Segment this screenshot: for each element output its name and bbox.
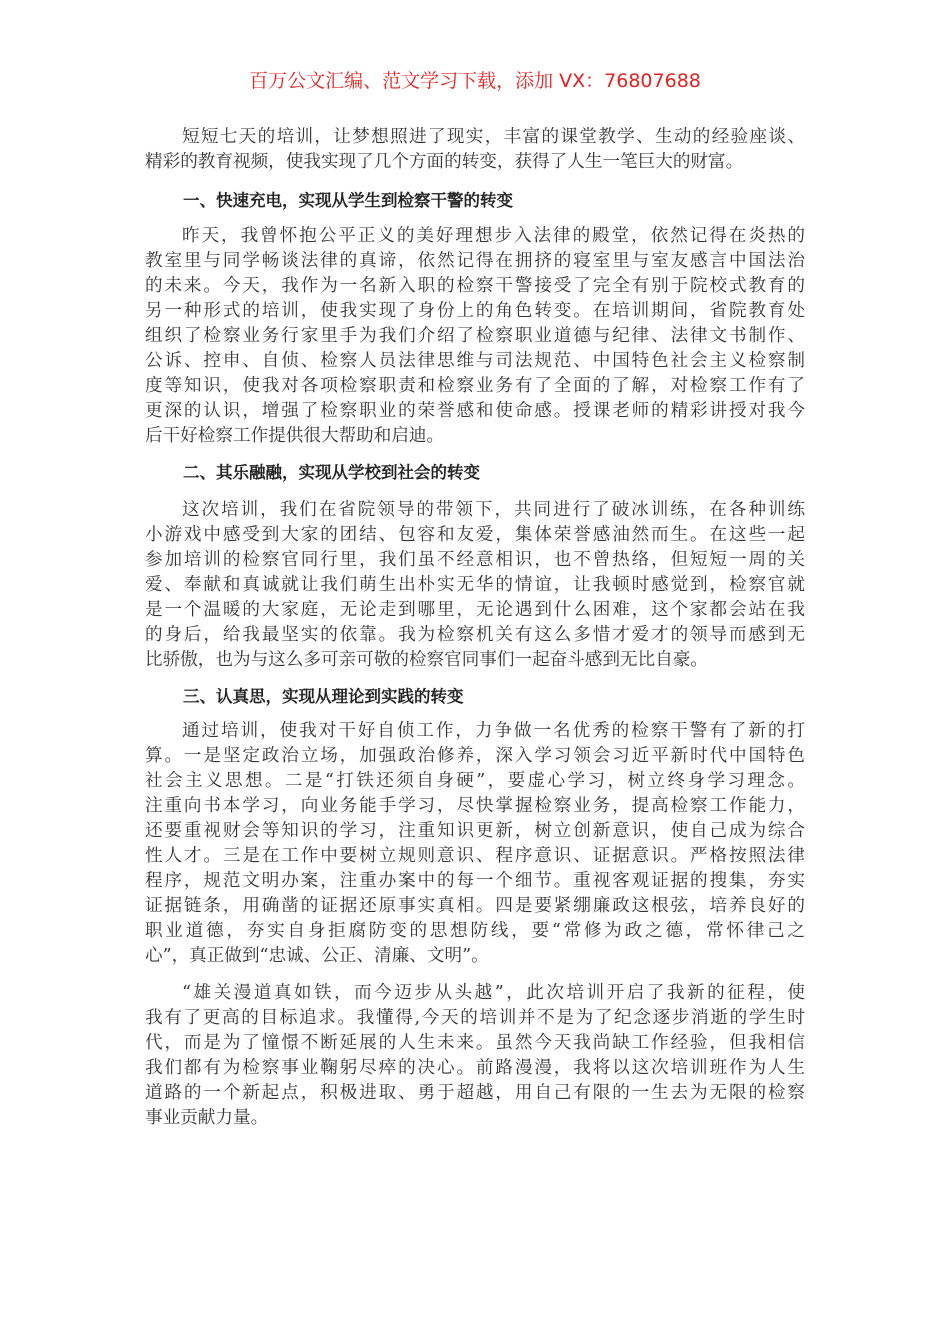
text-line: 另一种形式的培训，使我实现了身份上的角色转变。在培训期间，省院教育处 bbox=[145, 301, 805, 321]
text-line: 这次培训，我们在省院领导的带领下，共同进行了破冰训练，在各种训练 bbox=[182, 500, 805, 520]
text-line: 算。一是坚定政治立场，加强政治修养，深入学习领会习近平新时代中国特色 bbox=[145, 746, 805, 766]
text-line: 爱、奉献和真诚就让我们萌生出朴实无华的情谊，让我顿时感觉到，检察官就 bbox=[145, 575, 805, 595]
text-line: 精彩的教育视频，使我实现了几个方面的转变，获得了人生一笔巨大的财富。 bbox=[145, 152, 744, 172]
text-line: 小游戏中感受到大家的团结、包容和友爱，集体荣誉感油然而生。在这些一起 bbox=[145, 525, 805, 545]
text-line: 事业贡献力量。 bbox=[145, 1108, 269, 1128]
text-line: 后干好检察工作提供很大帮助和启迪。 bbox=[145, 426, 445, 446]
text-line: 性人才。三是在工作中要树立规则意识、程序意识、证据意识。严格按照法律 bbox=[145, 846, 805, 866]
section-heading-1: 一、快速充电，实现从学生到检察干警的转变 bbox=[183, 191, 513, 210]
text-line: 教室里与同学畅谈法律的真谛，依然记得在拥挤的寝室里与室友感言中国法治 bbox=[145, 251, 805, 271]
text-line: 公诉、控申、自侦、检察人员法律思维与司法规范、中国特色社会主义检察制 bbox=[145, 351, 805, 371]
text-line: 昨天，我曾怀抱公平正义的美好理想步入法律的殿堂，依然记得在炎热的 bbox=[182, 226, 805, 246]
text-line: 比骄傲，也为与这么多可亲可敬的检察官同事们一起奋斗感到无比自豪。 bbox=[145, 650, 709, 670]
text-line: 的未来。今天，我作为一名新入职的检察干警接受了完全有别于院校式教育的 bbox=[145, 276, 805, 296]
paragraph-section-3 bbox=[145, 719, 805, 969]
text-line: 组织了检察业务行家里手为我们介绍了检察职业道德与纪律、法律文书制作、 bbox=[145, 326, 805, 346]
watermark-banner: 百万公文汇编、范文学习下载，添加 VX：76807688 bbox=[249, 70, 701, 92]
text-line: 道路的一个新起点，积极进取、勇于超越，用自己有限的一生去为无限的检察 bbox=[145, 1083, 805, 1103]
text-line: 证据链条，用确凿的证据还原事实真相。四是要紧绷廉政这根弦，培养良好的 bbox=[145, 896, 805, 916]
text-line: 代，而是为了憧憬不断延展的人生未来。虽然今天我尚缺工作经验，但我相信 bbox=[145, 1033, 805, 1053]
text-line: 通过培训，使我对干好自侦工作，力争做一名优秀的检察干警有了新的打 bbox=[182, 721, 805, 741]
text-line: 参加培训的检察官同行里，我们虽不经意相识，也不曾热络，但短短一周的关 bbox=[145, 550, 805, 570]
paragraph-section-1 bbox=[145, 224, 805, 449]
text-line: 还要重视财会等知识的学习，注重知识更新，树立创新意识，使自己成为综合 bbox=[145, 821, 805, 841]
text-line: 注重向书本学习，向业务能手学习，尽快掌握检察业务，提高检察工作能力， bbox=[145, 796, 805, 816]
text-line: 我们都有为检察事业鞠躬尽瘁的决心。前路漫漫，我将以这次培训班作为人生 bbox=[145, 1058, 805, 1078]
section-heading-2: 二、其乐融融，实现从学校到社会的转变 bbox=[183, 463, 480, 482]
text-line: 更深的认识，增强了检察职业的荣誉感和使命感。授课老师的精彩讲授对我今 bbox=[145, 401, 805, 421]
text-line: 是一个温暖的大家庭，无论走到哪里，无论遇到什么困难，这个家都会站在我 bbox=[145, 600, 805, 620]
paragraph-section-2 bbox=[145, 498, 805, 673]
text-line: 我有了更高的目标追求。我懂得,今天的培训并不是为了纪念逐步消逝的学生时 bbox=[145, 1008, 805, 1028]
section-heading-3: 三、认真思，实现从理论到实践的转变 bbox=[183, 687, 464, 706]
text-line: 程序，规范文明办案，注重办案中的每一个细节。重视客观证据的搜集，夯实 bbox=[145, 871, 805, 891]
text-line: 的身后，给我最坚实的依靠。我为检察机关有这么多惜才爱才的领导而感到无 bbox=[145, 625, 805, 645]
text-line: 度等知识，使我对各项检察职责和检察业务有了全面的了解，对检察工作有了 bbox=[145, 376, 805, 396]
text-line: 社会主义思想。二是“打铁还须自身硬”，要虚心学习，树立终身学习理念。 bbox=[145, 771, 805, 791]
paragraph-conclusion bbox=[145, 981, 805, 1131]
paragraph-intro bbox=[145, 125, 805, 175]
text-line: 短短七天的培训，让梦想照进了现实，丰富的课堂教学、生动的经验座谈、 bbox=[182, 127, 805, 147]
text-line: 职业道德，夯实自身拒腐防变的思想防线，要“常修为政之德，常怀律己之 bbox=[145, 921, 805, 941]
text-line: “雄关漫道真如铁，而今迈步从头越”，此次培训开启了我新的征程，使 bbox=[182, 983, 805, 1003]
text-line: 心”，真正做到“忠诚、公正、清廉、文明”。 bbox=[145, 946, 489, 966]
